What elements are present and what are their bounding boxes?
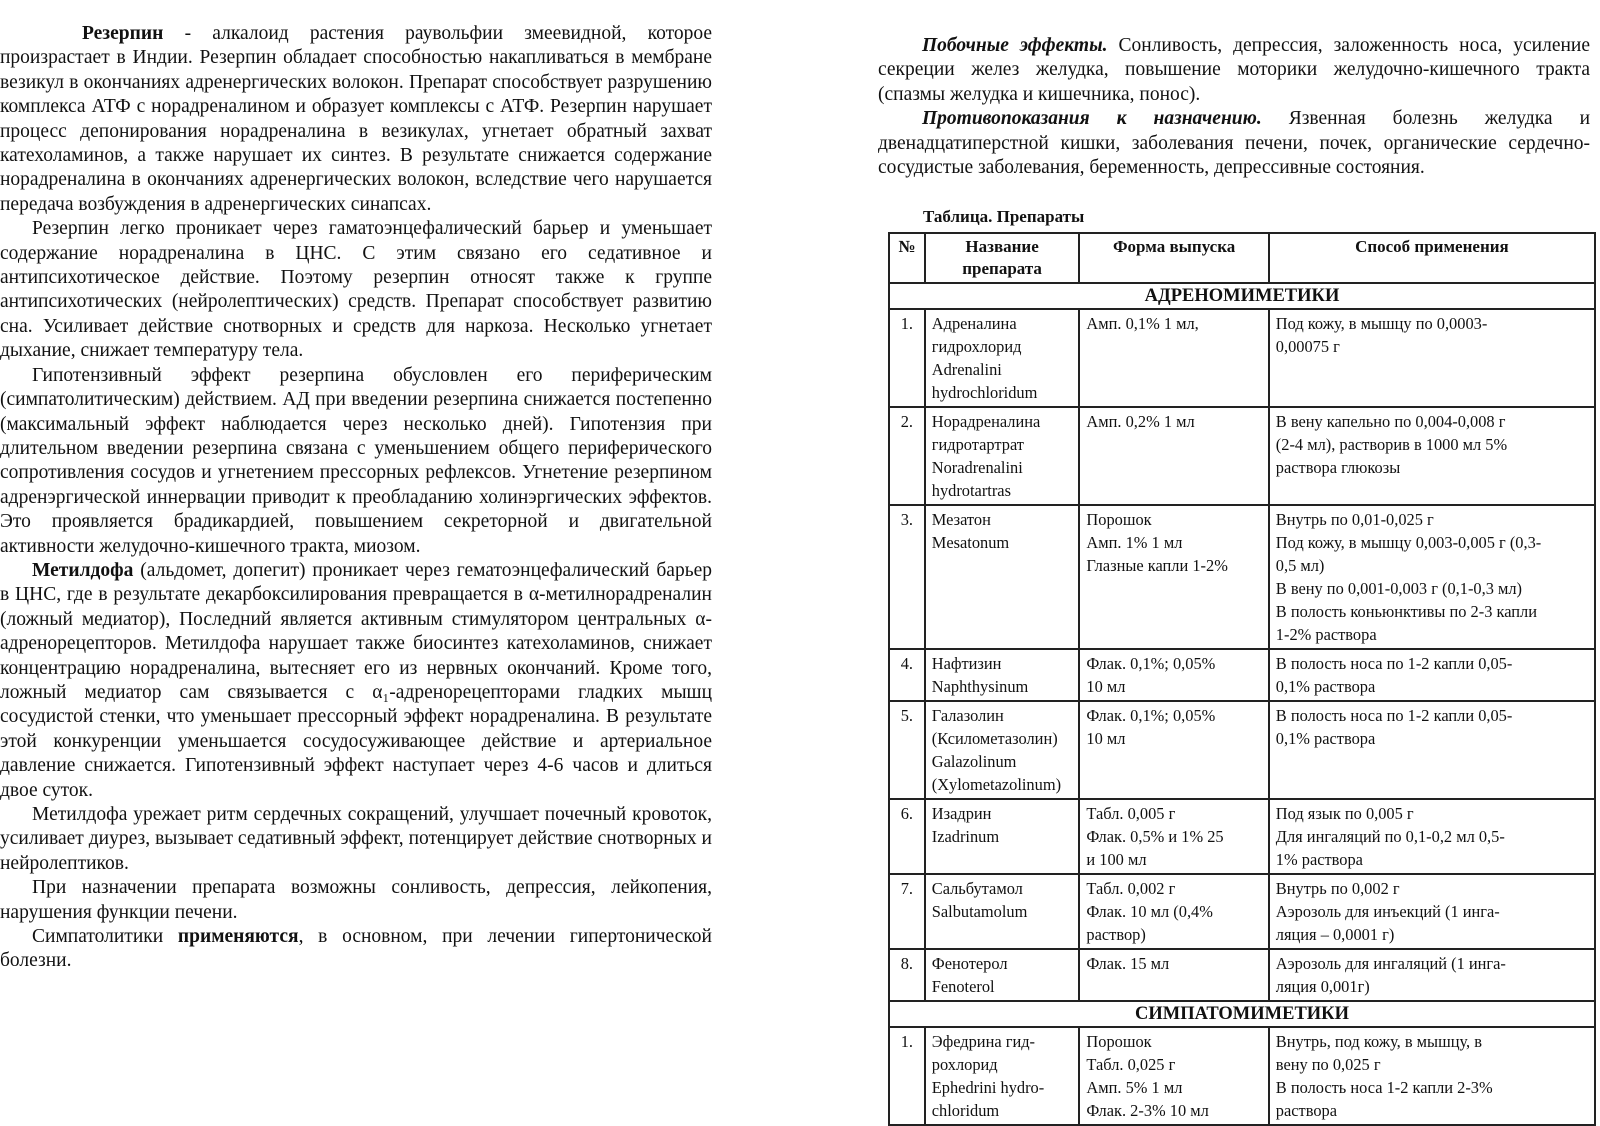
- header-name: Название препарата: [925, 233, 1080, 283]
- cell-name: [925, 505, 1080, 649]
- cell-line: Эфедрина гид-: [931, 1032, 1036, 1051]
- paragraph-text: (альдомет, допегит) проникает через гематоэнцефалический барьер в ЦНС, где в результате декарбоксилирования превращается в α-метилнорадреналин (ложный медиатор), Последний является активным стимулятором центральных α-адренорецепторов. Метилдофа нарушает также биосинтез катехоламинов, снижает концентрацию норадреналина, вытесняет его из нервных окончаний. Кроме того, ложный медиатор сам связывается с α₁-адренорецепторами гладких мышц сосудистой стенки, что уменьшает прессорный эффект норадреналина. В результате этой конкуренции уменьшается сосудосуживающее действие и артериальное давление снижается. Гипотензивный эффект наступает через 4-6 часов и длиться двое суток.: [0, 559, 712, 801]
- cell-line: Ephedrini hydro-: [931, 1078, 1045, 1097]
- cell-line: Табл. 0,002 г: [1086, 879, 1176, 898]
- cell-use: [1269, 505, 1595, 649]
- group-heading: СИМПАТОМИМЕТИКИ: [889, 1001, 1595, 1027]
- cell-line: В полость носа по 1-2 капли 0,05-: [1275, 706, 1513, 725]
- cell-line: 1-2% раствора: [1275, 625, 1377, 644]
- cell-line: Salbutamolum: [931, 902, 1028, 921]
- cell-line: Аэрозоль для инъекций (1 инга-: [1275, 902, 1500, 921]
- table-row: [889, 407, 1595, 505]
- cell-line: рохлорид: [931, 1055, 998, 1074]
- table-body: [889, 283, 1595, 1125]
- paragraph-usage: [0, 925, 712, 974]
- cell-line: Амп. 0,1% 1 мл,: [1086, 314, 1199, 333]
- cell-line: В полость коньюнктивы по 2-3 капли: [1275, 602, 1537, 621]
- cell-line: Глазные капли 1-2%: [1086, 556, 1228, 575]
- cell-line: раствора: [1275, 1101, 1337, 1120]
- cell-line: Adrenalini: [931, 360, 1002, 379]
- cell-num: [889, 407, 925, 505]
- cell-line: 0,5 мл): [1275, 556, 1325, 575]
- cell-form: [1079, 505, 1268, 649]
- heading-adverse-effects: Побочные эффекты.: [922, 35, 1108, 56]
- table-row: [889, 949, 1595, 1001]
- paragraph-side-effects: При назначении препарата возможны сонливость, депрессия, лейкопения, нарушения функции печени.: [0, 877, 712, 923]
- cell-line: Мезатон: [931, 510, 991, 529]
- cell-line: 8.: [900, 954, 914, 973]
- group-heading: АДРЕНОМИМЕТИКИ: [889, 283, 1595, 309]
- cell-line: Флак. 2-3% 10 мл: [1086, 1101, 1209, 1120]
- cell-form: [1079, 799, 1268, 874]
- cell-num: [889, 309, 925, 407]
- paragraph-contraindications: [878, 107, 1590, 180]
- paragraph-methyldopa: [0, 559, 712, 803]
- cell-line: 2.: [900, 412, 914, 431]
- table-caption: Таблица. Препараты: [923, 207, 1085, 226]
- cell-line: hydrotartras: [931, 481, 1011, 500]
- cell-line: Под кожу, в мышцу 0,003-0,005 г (0,3-: [1275, 533, 1542, 552]
- cell-line: Флак. 0,5% и 1% 25: [1086, 827, 1224, 846]
- cell-line: Изадрин: [931, 804, 992, 823]
- cell-line: (Xylometazolinum): [931, 775, 1062, 794]
- cell-name: [925, 874, 1080, 949]
- cell-use: [1269, 799, 1595, 874]
- cell-line: Амп. 1% 1 мл: [1086, 533, 1183, 552]
- right-column: [878, 34, 1590, 180]
- cell-line: 1.: [900, 1032, 914, 1051]
- cell-line: Сальбутамол: [931, 879, 1023, 898]
- cell-form: [1079, 649, 1268, 701]
- cell-line: Норадреналина: [931, 412, 1041, 431]
- cell-line: Внутрь, под кожу, в мышцу, в: [1275, 1032, 1482, 1051]
- cell-form: [1079, 701, 1268, 799]
- cell-name: [925, 1027, 1080, 1125]
- cell-line: Амп. 0,2% 1 мл: [1086, 412, 1195, 431]
- cell-line: 4.: [900, 654, 914, 673]
- cell-line: Табл. 0,005 г: [1086, 804, 1176, 823]
- cell-line: hydrochloridum: [931, 383, 1038, 402]
- cell-line: Флак. 0,1%; 0,05%: [1086, 654, 1216, 673]
- cell-line: раствора глюкозы: [1275, 458, 1401, 477]
- cell-num: [889, 701, 925, 799]
- cell-line: 0,1% раствора: [1275, 677, 1376, 696]
- cell-line: (2-4 мл), растворив в 1000 мл 5%: [1275, 435, 1508, 454]
- table-row: [889, 649, 1595, 701]
- paragraph-hypotensive: Гипотензивный эффект резерпина обусловлен его периферическим (симпатолитическим) действием. АД при введении резерпина снижается постепенно (максимальный эффект наблюдается через несколько дней). Гипотензия при длительном введении резерпина связана с уменьшением общего периферического сопротивления сосудов и угнетением прессорных рефлексов. Угнетение резерпином адренэргической иннервации приводит к преобладанию холинэргических эффектов. Это проявляется брадикардией, повышением секреторной и двигательной активности желудочно-кишечного тракта, миозом.: [0, 364, 712, 557]
- term-reserpine: Резерпин: [82, 23, 164, 44]
- term-usage: применяются: [177, 926, 299, 948]
- cell-num: [889, 1027, 925, 1125]
- cell-line: В вену капельно по 0,004-0,008 г: [1275, 412, 1506, 431]
- table-row: [889, 874, 1595, 949]
- cell-use: [1269, 649, 1595, 701]
- paragraph-reserpine-cns: Резерпин легко проникает через гаматоэнцефалический барьер и уменьшает содержание норадреналина в ЦНС. С этим связано его седативное и антипсихотическое действие. Поэтому резерпин относят также к группе антипсихотических (нейролептических) средств. Препарат способствует развитию сна. Усиливает действие снотворных и средств для наркоза. Несколько угнетает дыхание, снижает температуру тела.: [0, 218, 712, 362]
- cell-use: [1269, 701, 1595, 799]
- cell-use: [1269, 874, 1595, 949]
- cell-line: гидротартрат: [931, 435, 1024, 454]
- paragraph-text: Сонливость, депрессия, заложенность носа, усиление секреции желез желудка, повышение моторики желудочно-кишечного тракта (спазмы желудка и кишечника, понос).: [878, 35, 1590, 105]
- table-row: [889, 1027, 1595, 1125]
- cell-line: Fenoterol: [931, 977, 995, 996]
- cell-use: [1269, 949, 1595, 1001]
- cell-num: [889, 649, 925, 701]
- cell-name: [925, 407, 1080, 505]
- cell-line: В полость носа по 1-2 капли 0,05-: [1275, 654, 1513, 673]
- header-num: №: [889, 233, 925, 283]
- cell-use: [1269, 1027, 1595, 1125]
- cell-name: [925, 949, 1080, 1001]
- paragraph-adverse-effects: [878, 34, 1590, 107]
- paragraph-text: , в основном, при лечении гипертонической болезни.: [0, 926, 712, 972]
- cell-line: раствор): [1086, 925, 1146, 944]
- cell-line: Амп. 5% 1 мл: [1086, 1078, 1183, 1097]
- cell-num: [889, 949, 925, 1001]
- cell-line: и 100 мл: [1086, 850, 1147, 869]
- table-row: [889, 309, 1595, 407]
- cell-line: Адреналина: [931, 314, 1017, 333]
- cell-line: Флак. 15 мл: [1086, 954, 1170, 973]
- cell-form: [1079, 874, 1268, 949]
- cell-line: ляция – 0,0001 г): [1275, 925, 1395, 944]
- cell-line: Naphthysinum: [931, 677, 1029, 696]
- cell-line: 6.: [900, 804, 914, 823]
- cell-name: [925, 309, 1080, 407]
- left-column: [0, 22, 712, 974]
- cell-line: вену по 0,025 г: [1275, 1055, 1381, 1074]
- cell-line: 10 мл: [1086, 729, 1126, 748]
- term-methyldopa: Метилдофа: [32, 559, 134, 581]
- table-row: [889, 799, 1595, 874]
- cell-line: Noradrenalini: [931, 458, 1023, 477]
- cell-line: Mesatonum: [931, 533, 1010, 552]
- cell-line: гидрохлорид: [931, 337, 1022, 356]
- cell-form: [1079, 1027, 1268, 1125]
- cell-line: Фенотерол: [931, 954, 1008, 973]
- cell-name: [925, 799, 1080, 874]
- cell-line: В вену по 0,001-0,003 г (0,1-0,3 мл): [1275, 579, 1523, 598]
- cell-line: Аэрозоль для ингаляций (1 инга-: [1275, 954, 1506, 973]
- cell-line: Внутрь по 0,01-0,025 г: [1275, 510, 1434, 529]
- cell-use: [1269, 309, 1595, 407]
- cell-line: 1.: [900, 314, 914, 333]
- paragraph-text: Симпатолитики: [32, 926, 178, 948]
- table-row: [889, 701, 1595, 799]
- group-row-sympathomimetics: [889, 1001, 1595, 1027]
- paragraph-reserpine: [0, 22, 712, 217]
- cell-line: 1% раствора: [1275, 850, 1363, 869]
- heading-contraindications: Противопоказания к назначению.: [922, 108, 1262, 130]
- cell-line: Флак. 0,1%; 0,05%: [1086, 706, 1216, 725]
- cell-num: [889, 874, 925, 949]
- cell-line: 5.: [900, 706, 914, 725]
- cell-line: 3.: [900, 510, 914, 529]
- table-row: [889, 505, 1595, 649]
- cell-line: Табл. 0,025 г: [1086, 1055, 1176, 1074]
- cell-line: (Ксилометазолин): [931, 729, 1058, 748]
- cell-form: [1079, 309, 1268, 407]
- cell-line: Порошок: [1086, 1032, 1152, 1051]
- cell-name: [925, 701, 1080, 799]
- cell-line: Для ингаляций по 0,1-0,2 мл 0,5-: [1275, 827, 1505, 846]
- cell-form: [1079, 407, 1268, 505]
- cell-line: Под кожу, в мышцу по 0,0003-: [1275, 314, 1488, 333]
- cell-line: Izadrinum: [931, 827, 1000, 846]
- header-use: Способ применения: [1269, 233, 1595, 283]
- cell-line: Галазолин: [931, 706, 1004, 725]
- cell-line: Порошок: [1086, 510, 1152, 529]
- table-header-row: [889, 233, 1595, 283]
- paragraph-text: - алкалоид растения раувольфии змеевидной, которое произрастает в Индии. Резерпин обладает способностью накапливаться в мембране везикул в окончаниях адренергических волокон. Препарат способствует разрушению комплекса АТФ с норадреналином и образует комплексы с АТФ. Резерпин нарушает процесс депонирования норадреналина в везикулах, угнетает обратный захват катехоламинов, а также нарушает их синтез. В результате снижается содержание норадреналина в окончаниях адренергических волокон, вследствие чего нарушается передача возбуждения в адренергических синапсах.: [0, 23, 712, 215]
- paragraph-methyldopa-effects: Метилдофа урежает ритм сердечных сокращений, улучшает почечный кровоток, усиливает диурез, вызывает седативный эффект, потенцирует действие снотворных и нейролептиков.: [0, 804, 712, 874]
- cell-line: Флак. 10 мл (0,4%: [1086, 902, 1213, 921]
- cell-line: 10 мл: [1086, 677, 1126, 696]
- cell-line: 7.: [900, 879, 914, 898]
- cell-line: ляция 0,001г): [1275, 977, 1370, 996]
- cell-line: Под язык по 0,005 г: [1275, 804, 1414, 823]
- cell-num: [889, 505, 925, 649]
- group-row-adrenomimetics: [889, 283, 1595, 309]
- paragraph-text: Язвенная болезнь желудка и двенадцатиперстной кишки, заболевания печени, почек, органические сердечно-сосудистые заболевания, беременность, депрессивные состояния.: [878, 108, 1590, 179]
- cell-name: [925, 649, 1080, 701]
- header-form: Форма выпуска: [1079, 233, 1268, 283]
- cell-line: В полость носа 1-2 капли 2-3%: [1275, 1078, 1493, 1097]
- drugs-table: [888, 232, 1596, 1126]
- cell-form: [1079, 949, 1268, 1001]
- cell-line: Нафтизин: [931, 654, 1002, 673]
- cell-line: 0,1% раствора: [1275, 729, 1376, 748]
- cell-line: Galazolinum: [931, 752, 1017, 771]
- cell-line: 0,00075 г: [1275, 337, 1340, 356]
- cell-line: chloridum: [931, 1101, 1000, 1120]
- cell-line: Внутрь по 0,002 г: [1275, 879, 1400, 898]
- cell-use: [1269, 407, 1595, 505]
- cell-num: [889, 799, 925, 874]
